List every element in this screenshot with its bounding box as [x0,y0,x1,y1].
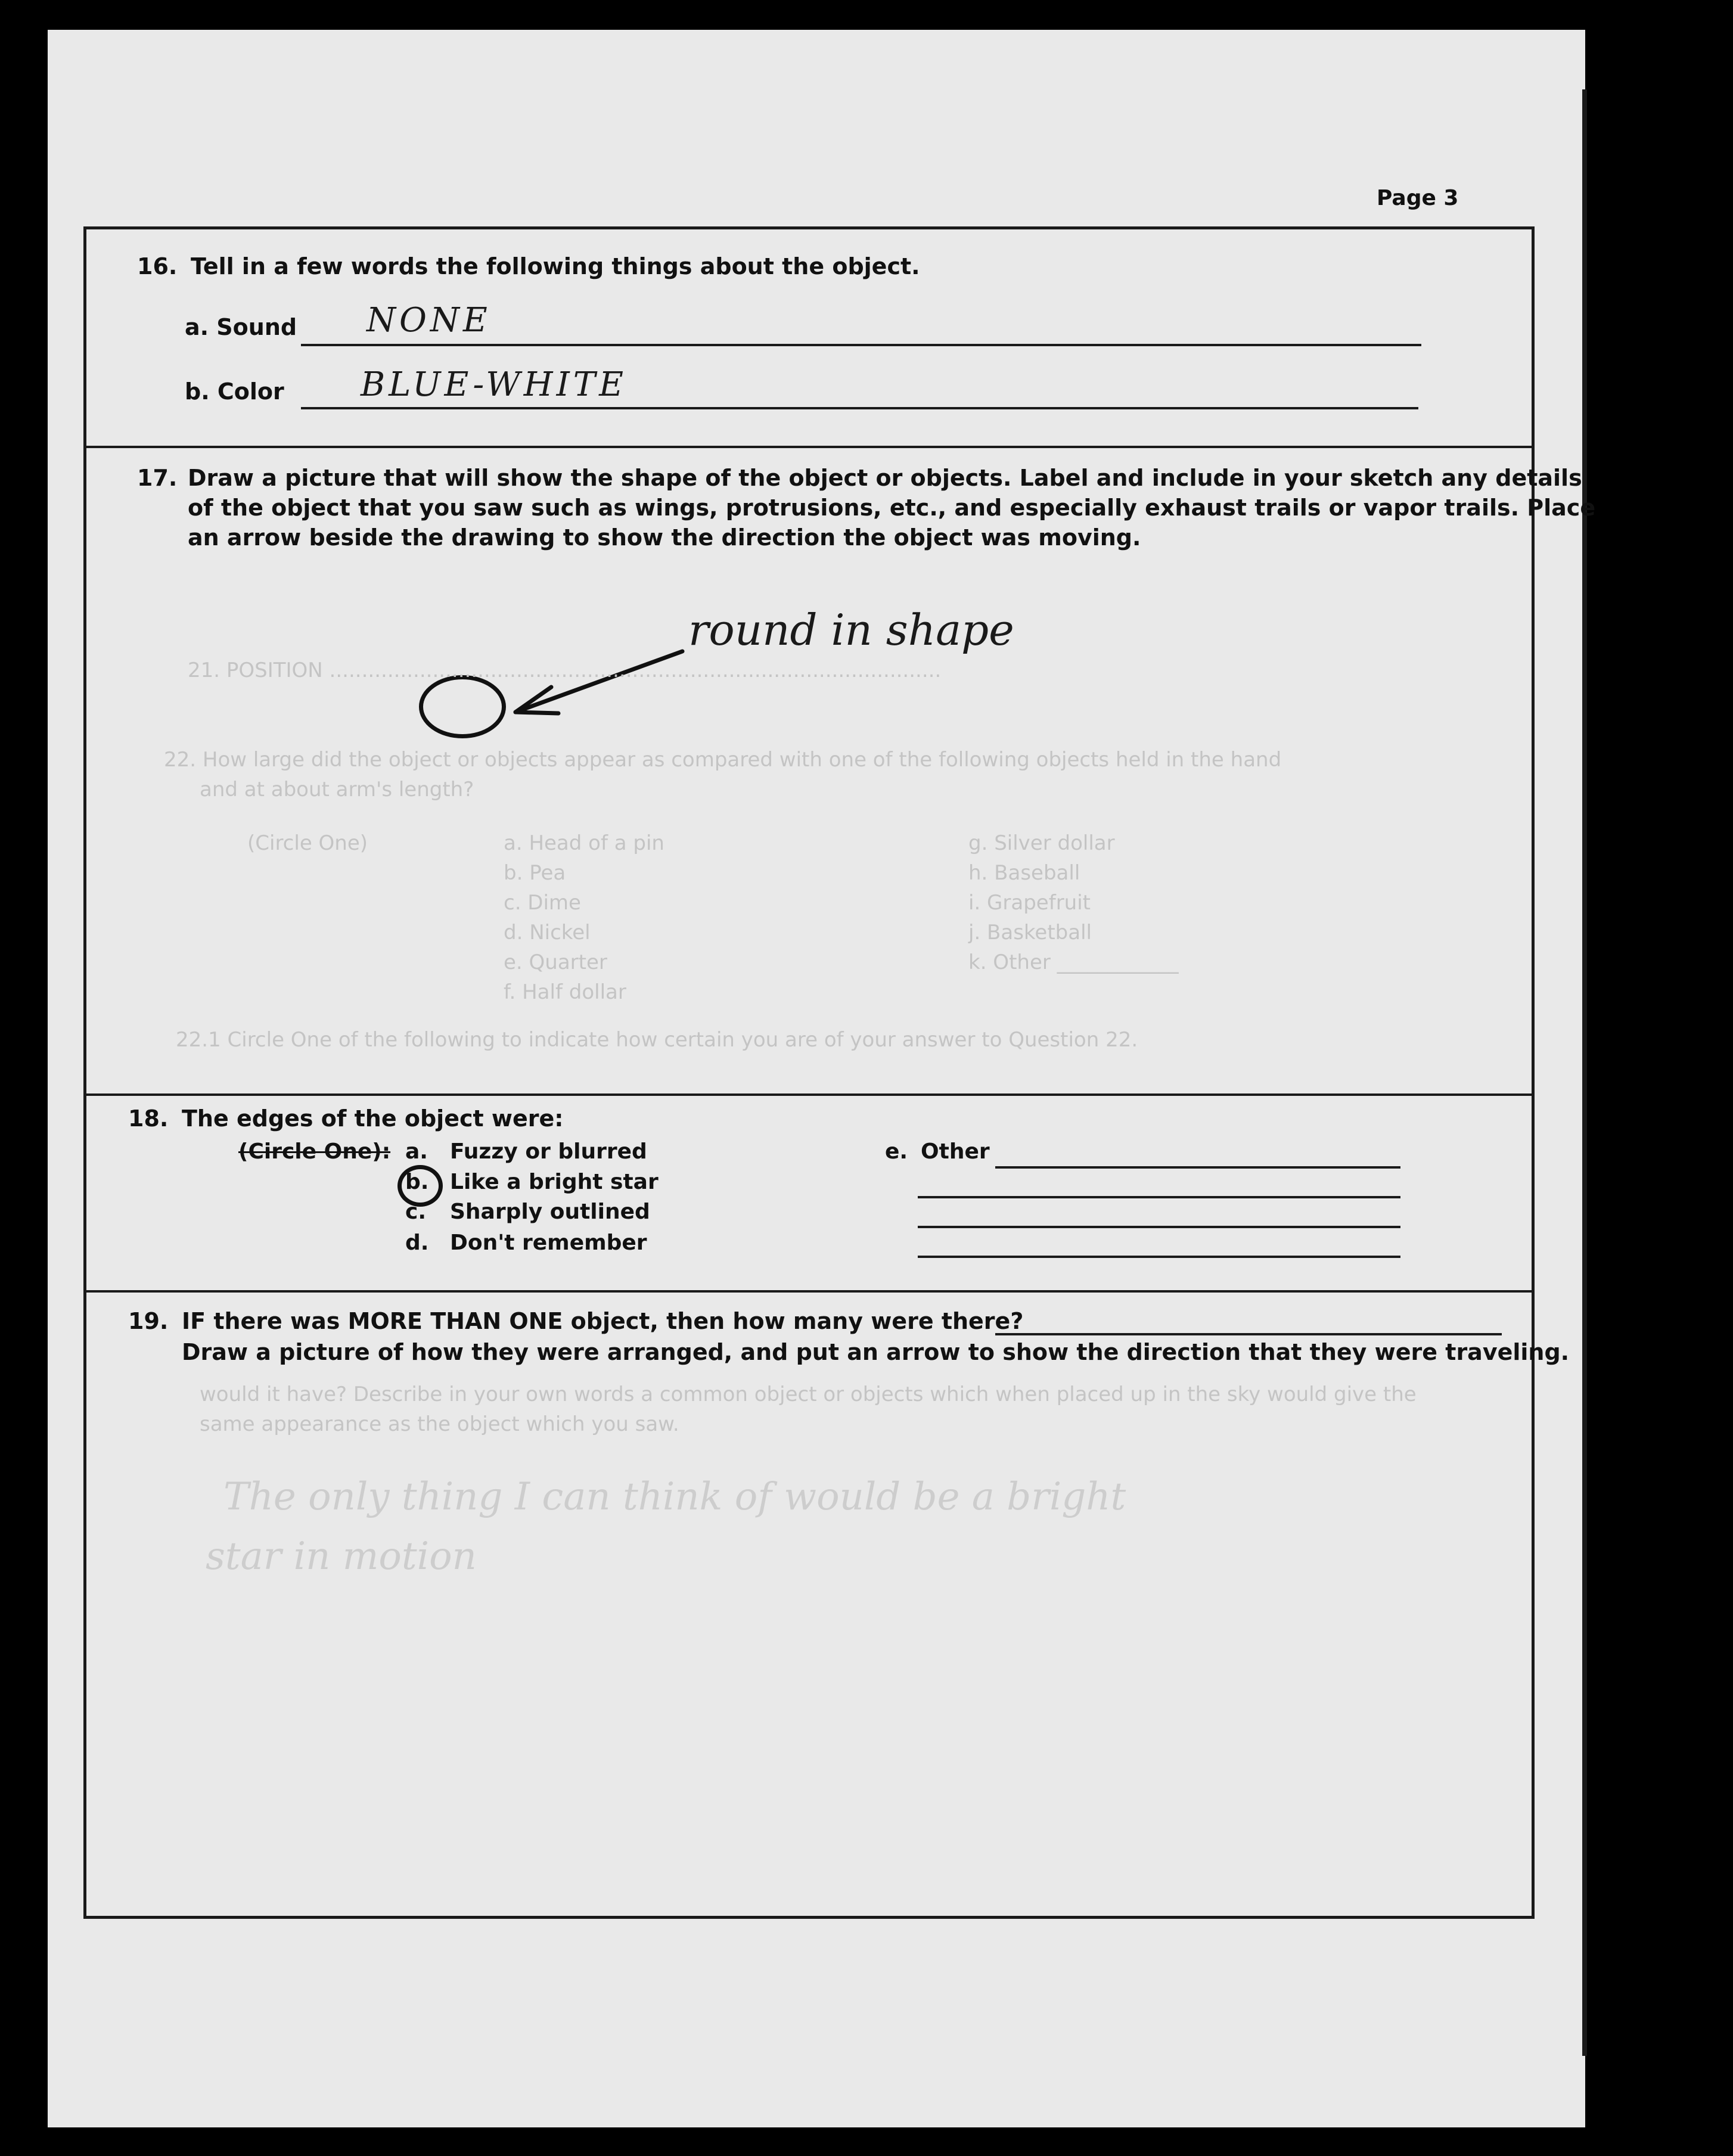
bleed-through-text: would it have? Describe in your own words a common object or objects which when placed up in the sky would give the [200,1383,1417,1406]
bleed-through-handwriting: The only thing I can think of would be a bright [223,1475,1126,1519]
q17-prompt-line3: an arrow beside the drawing to show the direction the object was moving. [188,524,1141,551]
q18-other-rule-2 [918,1196,1400,1198]
q16-sound-rule [301,344,1421,346]
q18-prompt: The edges of the object were: [182,1105,564,1132]
bleed-through-text: h. Baseball [968,861,1080,885]
q18-other-rule-3 [918,1226,1400,1228]
q18-option-e-letter[interactable]: e. [885,1139,908,1164]
bleed-through-text: 22.1 Circle One of the following to indicate how certain you are of your answer to Question 22. [176,1028,1138,1052]
paper-edge-shadow [1582,89,1587,2056]
q16-color-rule [301,407,1418,409]
q16-sound-label: a. Sound [185,314,297,340]
q18-option-c-text[interactable]: Sharply outlined [450,1200,650,1224]
q19-number: 19. [128,1308,169,1334]
q16-number: 16. [137,253,178,279]
bleed-through-text: 21. POSITION ............................................................................................... [188,658,942,682]
sketch-arrow-icon [504,641,694,730]
q19-prompt-line1: IF there was MORE THAN ONE object, then how many were there? [182,1308,1024,1334]
bleed-through-text: and at about arm's length? [200,778,474,801]
q17-prompt-line2: of the object that you saw such as wings, protrusions, etc., and especially exhaust trails or vapor trails. Place [188,495,1596,521]
bleed-through-text: c. Dime [504,891,581,915]
bleed-through-text: 22. How large did the object or objects appear as compared with one of the following objects held in the hand [164,748,1282,772]
bleed-through-text: (Circle One) [247,831,368,855]
q16-color-value[interactable]: BLUE-WHITE [361,365,627,404]
section-divider-16-17 [86,446,1532,448]
q18-option-b-text[interactable]: Like a bright star [450,1170,659,1194]
q18-option-a-text[interactable]: Fuzzy or blurred [450,1139,647,1164]
q19-count-rule [995,1333,1502,1335]
q16-color-label: b. Color [185,378,284,405]
bleed-through-text: e. Quarter [504,950,607,974]
q18-option-d-text[interactable]: Don't remember [450,1231,647,1255]
bleed-through-text: d. Nickel [504,921,591,945]
sketch-round-object [419,675,506,738]
form-frame [83,226,1596,1919]
section-divider-17-18 [86,1093,1532,1096]
q18-other-rule-1 [995,1166,1400,1169]
page-number: Page 3 [1377,186,1459,210]
bleed-through-text: same appearance as the object which you saw. [200,1412,679,1436]
q18-option-b-letter[interactable]: b. [405,1170,429,1194]
q18-option-d-letter[interactable]: d. [405,1231,429,1255]
q18-option-c-letter[interactable]: c. [405,1200,427,1224]
q18-other-rule-4 [918,1256,1400,1258]
bleed-through-text: a. Head of a pin [504,831,664,855]
bleed-through-text: b. Pea [504,861,566,885]
bleed-through-text: i. Grapefruit [968,891,1091,915]
q18-number: 18. [128,1105,169,1132]
bleed-through-text: k. Other ____________ [968,950,1179,974]
q16-prompt: Tell in a few words the following things about the object. [191,253,920,279]
q18-circle-one: (Circle One): [238,1139,391,1164]
q19-prompt-line2: Draw a picture of how they were arranged, and put an arrow to show the direction that they were traveling. [182,1339,1570,1365]
bleed-through-text: f. Half dollar [504,980,626,1004]
q18-option-a-letter[interactable]: a. [405,1139,428,1164]
bleed-through-handwriting: star in motion [206,1534,477,1579]
q17-number: 17. [137,465,178,491]
section-divider-18-19 [86,1290,1532,1293]
sketch-note: round in shape [688,605,1014,655]
bleed-through-text: j. Basketball [968,921,1092,945]
bleed-through-text: g. Silver dollar [968,831,1115,855]
q16-sound-value[interactable]: NONE [367,301,491,340]
q17-prompt-line1: Draw a picture that will show the shape of the object or objects. Label and include in your sketch any details [188,465,1582,491]
q18-option-e-label[interactable]: Other [921,1139,990,1164]
